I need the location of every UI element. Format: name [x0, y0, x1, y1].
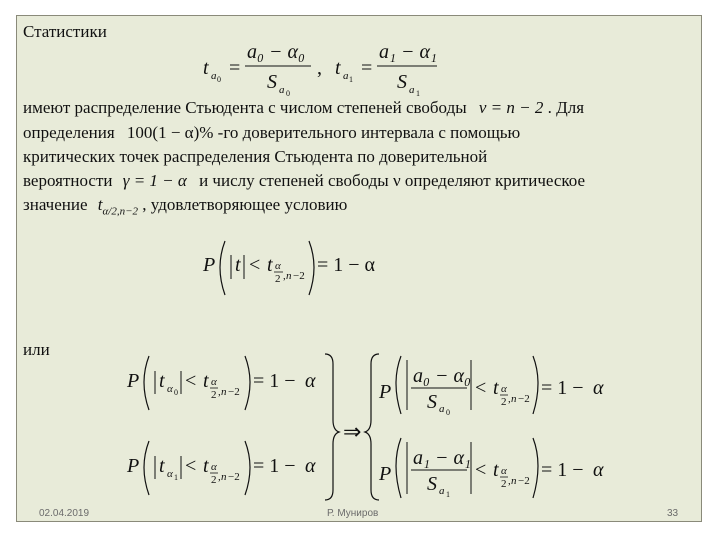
system-formula: [117, 342, 617, 502]
svg-text:2: 2: [211, 389, 217, 401]
svg-text:,: ,: [508, 393, 511, 405]
or-label: или: [23, 340, 50, 359]
svg-text:a: a: [343, 70, 349, 82]
svg-text:n: n: [221, 471, 227, 483]
svg-text:1: 1: [349, 75, 353, 84]
svg-text:S: S: [427, 391, 437, 413]
footer-page-number: 33: [667, 508, 679, 519]
svg-text:<: <: [185, 370, 197, 392]
svg-text:=: =: [229, 57, 241, 79]
text-line-3: критических точек распределения Стьюдента по доверительной: [23, 147, 488, 166]
svg-text:t: t: [203, 370, 209, 392]
t-a1-denominator: S: [397, 71, 407, 93]
svg-text:α: α: [501, 465, 507, 477]
svg-text:= 1 −: = 1 −: [253, 370, 296, 392]
svg-text:,: ,: [218, 471, 221, 483]
svg-text:<: <: [185, 455, 197, 477]
svg-text:t: t: [159, 370, 165, 392]
svg-text:n: n: [511, 475, 517, 487]
svg-text:P: P: [127, 370, 140, 392]
t-a0-denominator: S: [267, 71, 277, 93]
svg-text:⇒: ⇒: [343, 419, 362, 444]
probability-condition-formula: [197, 231, 397, 303]
svg-text:=: =: [361, 57, 373, 79]
svg-text:2: 2: [275, 273, 281, 285]
svg-text:<: <: [475, 377, 487, 399]
svg-text:α: α: [593, 377, 604, 399]
svg-text:1: 1: [174, 473, 178, 482]
svg-text:<: <: [475, 459, 487, 481]
text-line-1: имеют распределение Стьюдента с числом степеней свободы ν = n − 2 . Для: [23, 98, 585, 117]
svg-text:,: ,: [218, 386, 221, 398]
svg-text:<: <: [249, 254, 261, 276]
svg-text:−2: −2: [228, 386, 240, 398]
svg-text:−2: −2: [228, 471, 240, 483]
svg-text:= 1 −: = 1 −: [541, 377, 584, 399]
svg-text:α: α: [275, 260, 281, 272]
svg-text:t: t: [203, 455, 209, 477]
svg-text:a₁ − α₁: a₁ − α₁: [413, 447, 471, 469]
t-a1-numerator: a₁ − α₁: [379, 41, 437, 63]
svg-text:0: 0: [286, 89, 290, 98]
svg-text:n: n: [286, 270, 292, 282]
svg-text:0: 0: [217, 75, 221, 84]
svg-text:a: a: [439, 485, 445, 497]
svg-text:2: 2: [501, 478, 507, 490]
svg-text:t: t: [159, 455, 165, 477]
svg-text:P: P: [203, 254, 216, 276]
svg-text:,: ,: [317, 57, 322, 79]
svg-text:n: n: [511, 393, 517, 405]
svg-text:t: t: [335, 57, 341, 79]
text-line-2: определения 100(1 − α)% -го доверительного интервала с помощью: [23, 123, 521, 142]
svg-text:t: t: [493, 459, 499, 481]
svg-text:−2: −2: [518, 393, 530, 405]
svg-text:α: α: [211, 461, 217, 473]
svg-text:t: t: [203, 57, 209, 79]
svg-text:α: α: [501, 383, 507, 395]
svg-text:= 1 −: = 1 −: [253, 455, 296, 477]
svg-text:S: S: [427, 473, 437, 495]
svg-text:1: 1: [416, 89, 420, 98]
svg-text:t: t: [235, 254, 241, 276]
svg-text:2: 2: [501, 396, 507, 408]
svg-text:,: ,: [283, 270, 286, 282]
text-line-4: вероятности γ = 1 − α и числу степеней свободы ν определяют критическое: [23, 171, 586, 190]
svg-text:P: P: [379, 463, 392, 485]
svg-text:t: t: [493, 377, 499, 399]
statistics-formula: [197, 36, 437, 98]
svg-text:= 1 −: = 1 −: [541, 459, 584, 481]
slide-title: Статистики: [23, 22, 107, 41]
svg-text:−2: −2: [293, 270, 305, 282]
slide: [16, 15, 702, 522]
svg-text:α: α: [593, 459, 604, 481]
svg-text:α: α: [211, 376, 217, 388]
svg-text:α: α: [167, 468, 173, 480]
svg-text:,: ,: [508, 475, 511, 487]
svg-text:a: a: [279, 84, 285, 96]
svg-text:t: t: [267, 254, 273, 276]
condition-rhs: = 1 − α: [317, 254, 376, 276]
svg-text:α: α: [305, 455, 316, 477]
footer-date: 02.04.2019: [39, 508, 90, 519]
svg-text:a: a: [439, 403, 445, 415]
svg-text:2: 2: [211, 474, 217, 486]
svg-text:−2: −2: [518, 475, 530, 487]
svg-text:n: n: [221, 386, 227, 398]
svg-text:1: 1: [446, 490, 450, 499]
svg-text:0: 0: [446, 408, 450, 417]
svg-text:P: P: [127, 455, 140, 477]
svg-text:P: P: [379, 381, 392, 403]
svg-text:0: 0: [174, 388, 178, 397]
footer-author: Р. Муниров: [327, 508, 379, 519]
t-a0-numerator: a₀ − α₀: [247, 41, 305, 63]
svg-text:a: a: [211, 70, 217, 82]
svg-text:a₀ − α₀: a₀ − α₀: [413, 365, 471, 387]
text-line-5: значение $t_{\alpha/2,n-2}$ , удовлетворяющее условию: [23, 195, 348, 218]
svg-text:α: α: [167, 383, 173, 395]
svg-text:a: a: [409, 84, 415, 96]
svg-text:α: α: [305, 370, 316, 392]
